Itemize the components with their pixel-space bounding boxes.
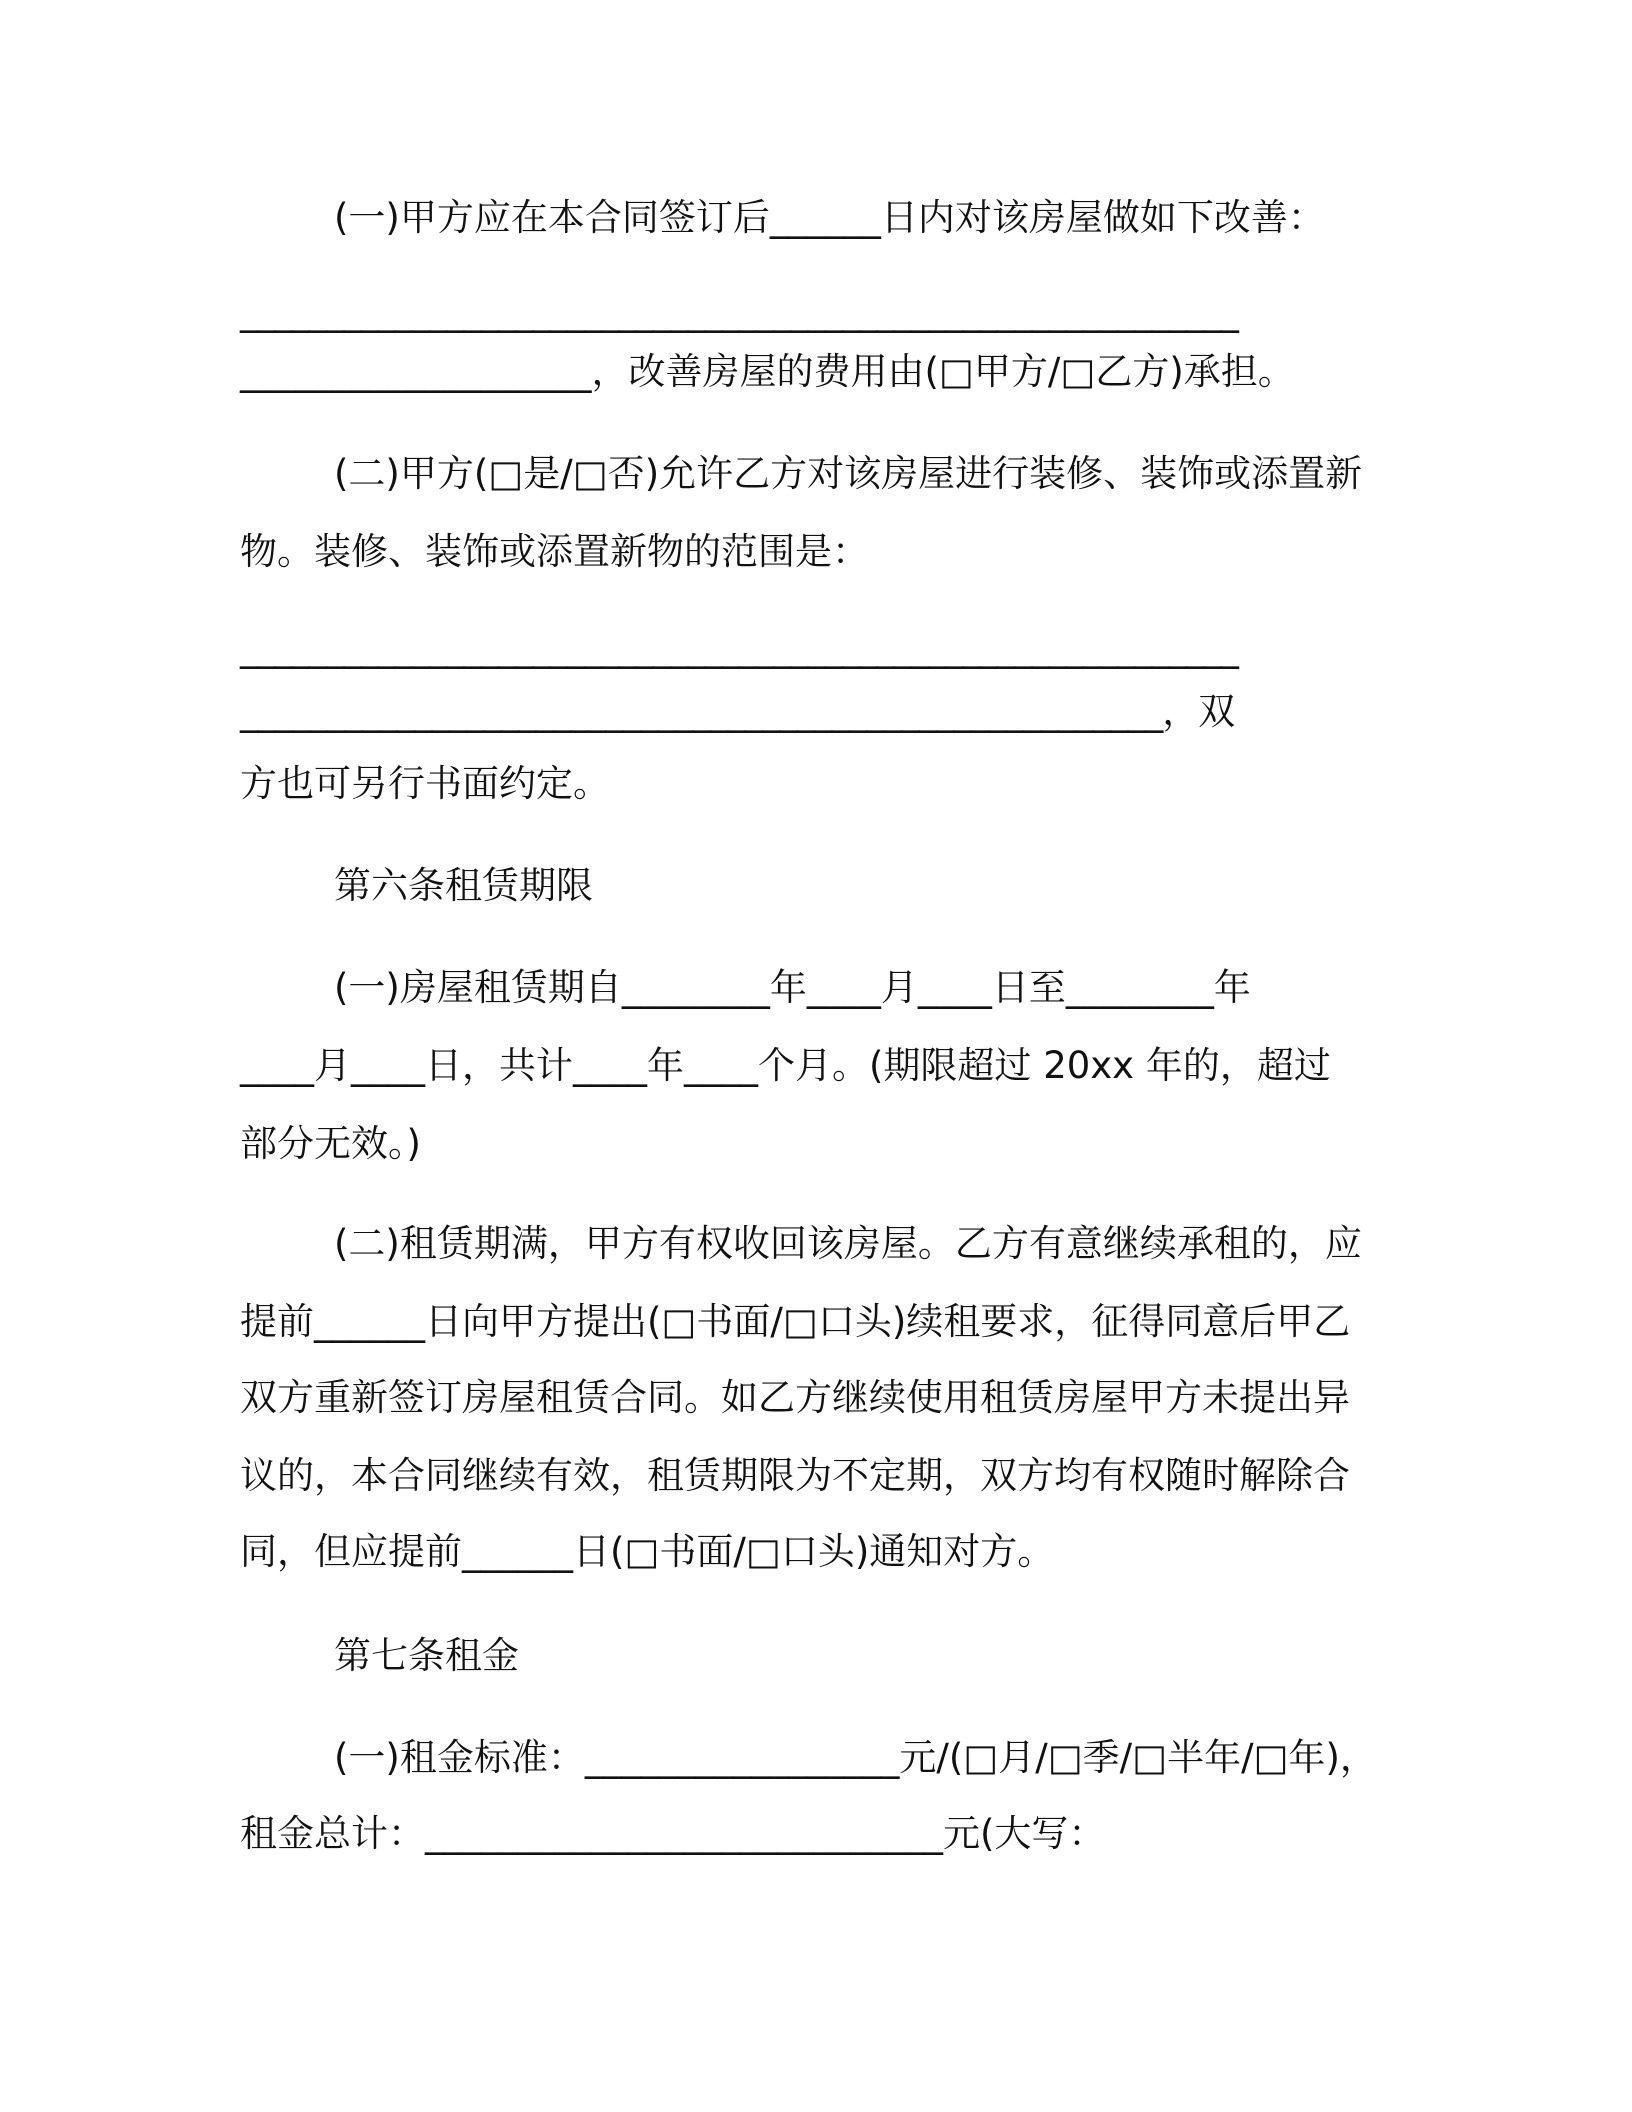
text-line: 同，但应提前______日(□书面/□口头)通知对方。: [240, 1530, 1055, 1573]
text-line: (一)房屋租赁期自________年____月____日至________年: [334, 966, 1251, 1009]
text-line: 方也可另行书面约定。: [240, 762, 610, 805]
blank-line: __________________________________________________________: [240, 290, 1238, 333]
text-line: 部分无效。): [240, 1122, 421, 1165]
text-line: (一)租金标准：_________________元/(□月/□季/□半年/□年)，: [334, 1736, 1377, 1779]
text-line: _____________________________________________________，双: [240, 690, 1235, 733]
text-line: (二)租赁期满，甲方有权收回该房屋。乙方有意继续承租的，应: [334, 1222, 1362, 1265]
text-line: 提前______日向甲方提出(□书面/□口头)续租要求，征得同意后甲乙: [240, 1300, 1351, 1343]
text-line: (二)甲方(□是/□否)允许乙方对该房屋进行装修、装饰或添置新: [334, 452, 1363, 495]
section-heading: 第七条租金: [334, 1634, 519, 1677]
text-line: (一)甲方应在本合同签订后______日内对该房屋做如下改善：: [334, 196, 1325, 239]
blank-line: __________________________________________________________: [240, 626, 1238, 669]
text-line: 双方重新签订房屋租赁合同。如乙方继续使用租赁房屋甲方未提出异: [240, 1376, 1350, 1419]
text-line: ___________________，改善房屋的费用由(□甲方/□乙方)承担。: [240, 350, 1295, 393]
section-heading: 第六条租赁期限: [334, 864, 593, 907]
text-line: ____月____日，共计____年____个月。(期限超过 20xx 年的，超过: [240, 1044, 1331, 1087]
text-line: 租金总计：____________________________元(大写：: [240, 1812, 1106, 1855]
text-line: 物。装修、装饰或添置新物的范围是：: [240, 530, 869, 573]
text-line: 议的，本合同继续有效，租赁期限为不定期，双方均有权随时解除合: [240, 1454, 1350, 1497]
